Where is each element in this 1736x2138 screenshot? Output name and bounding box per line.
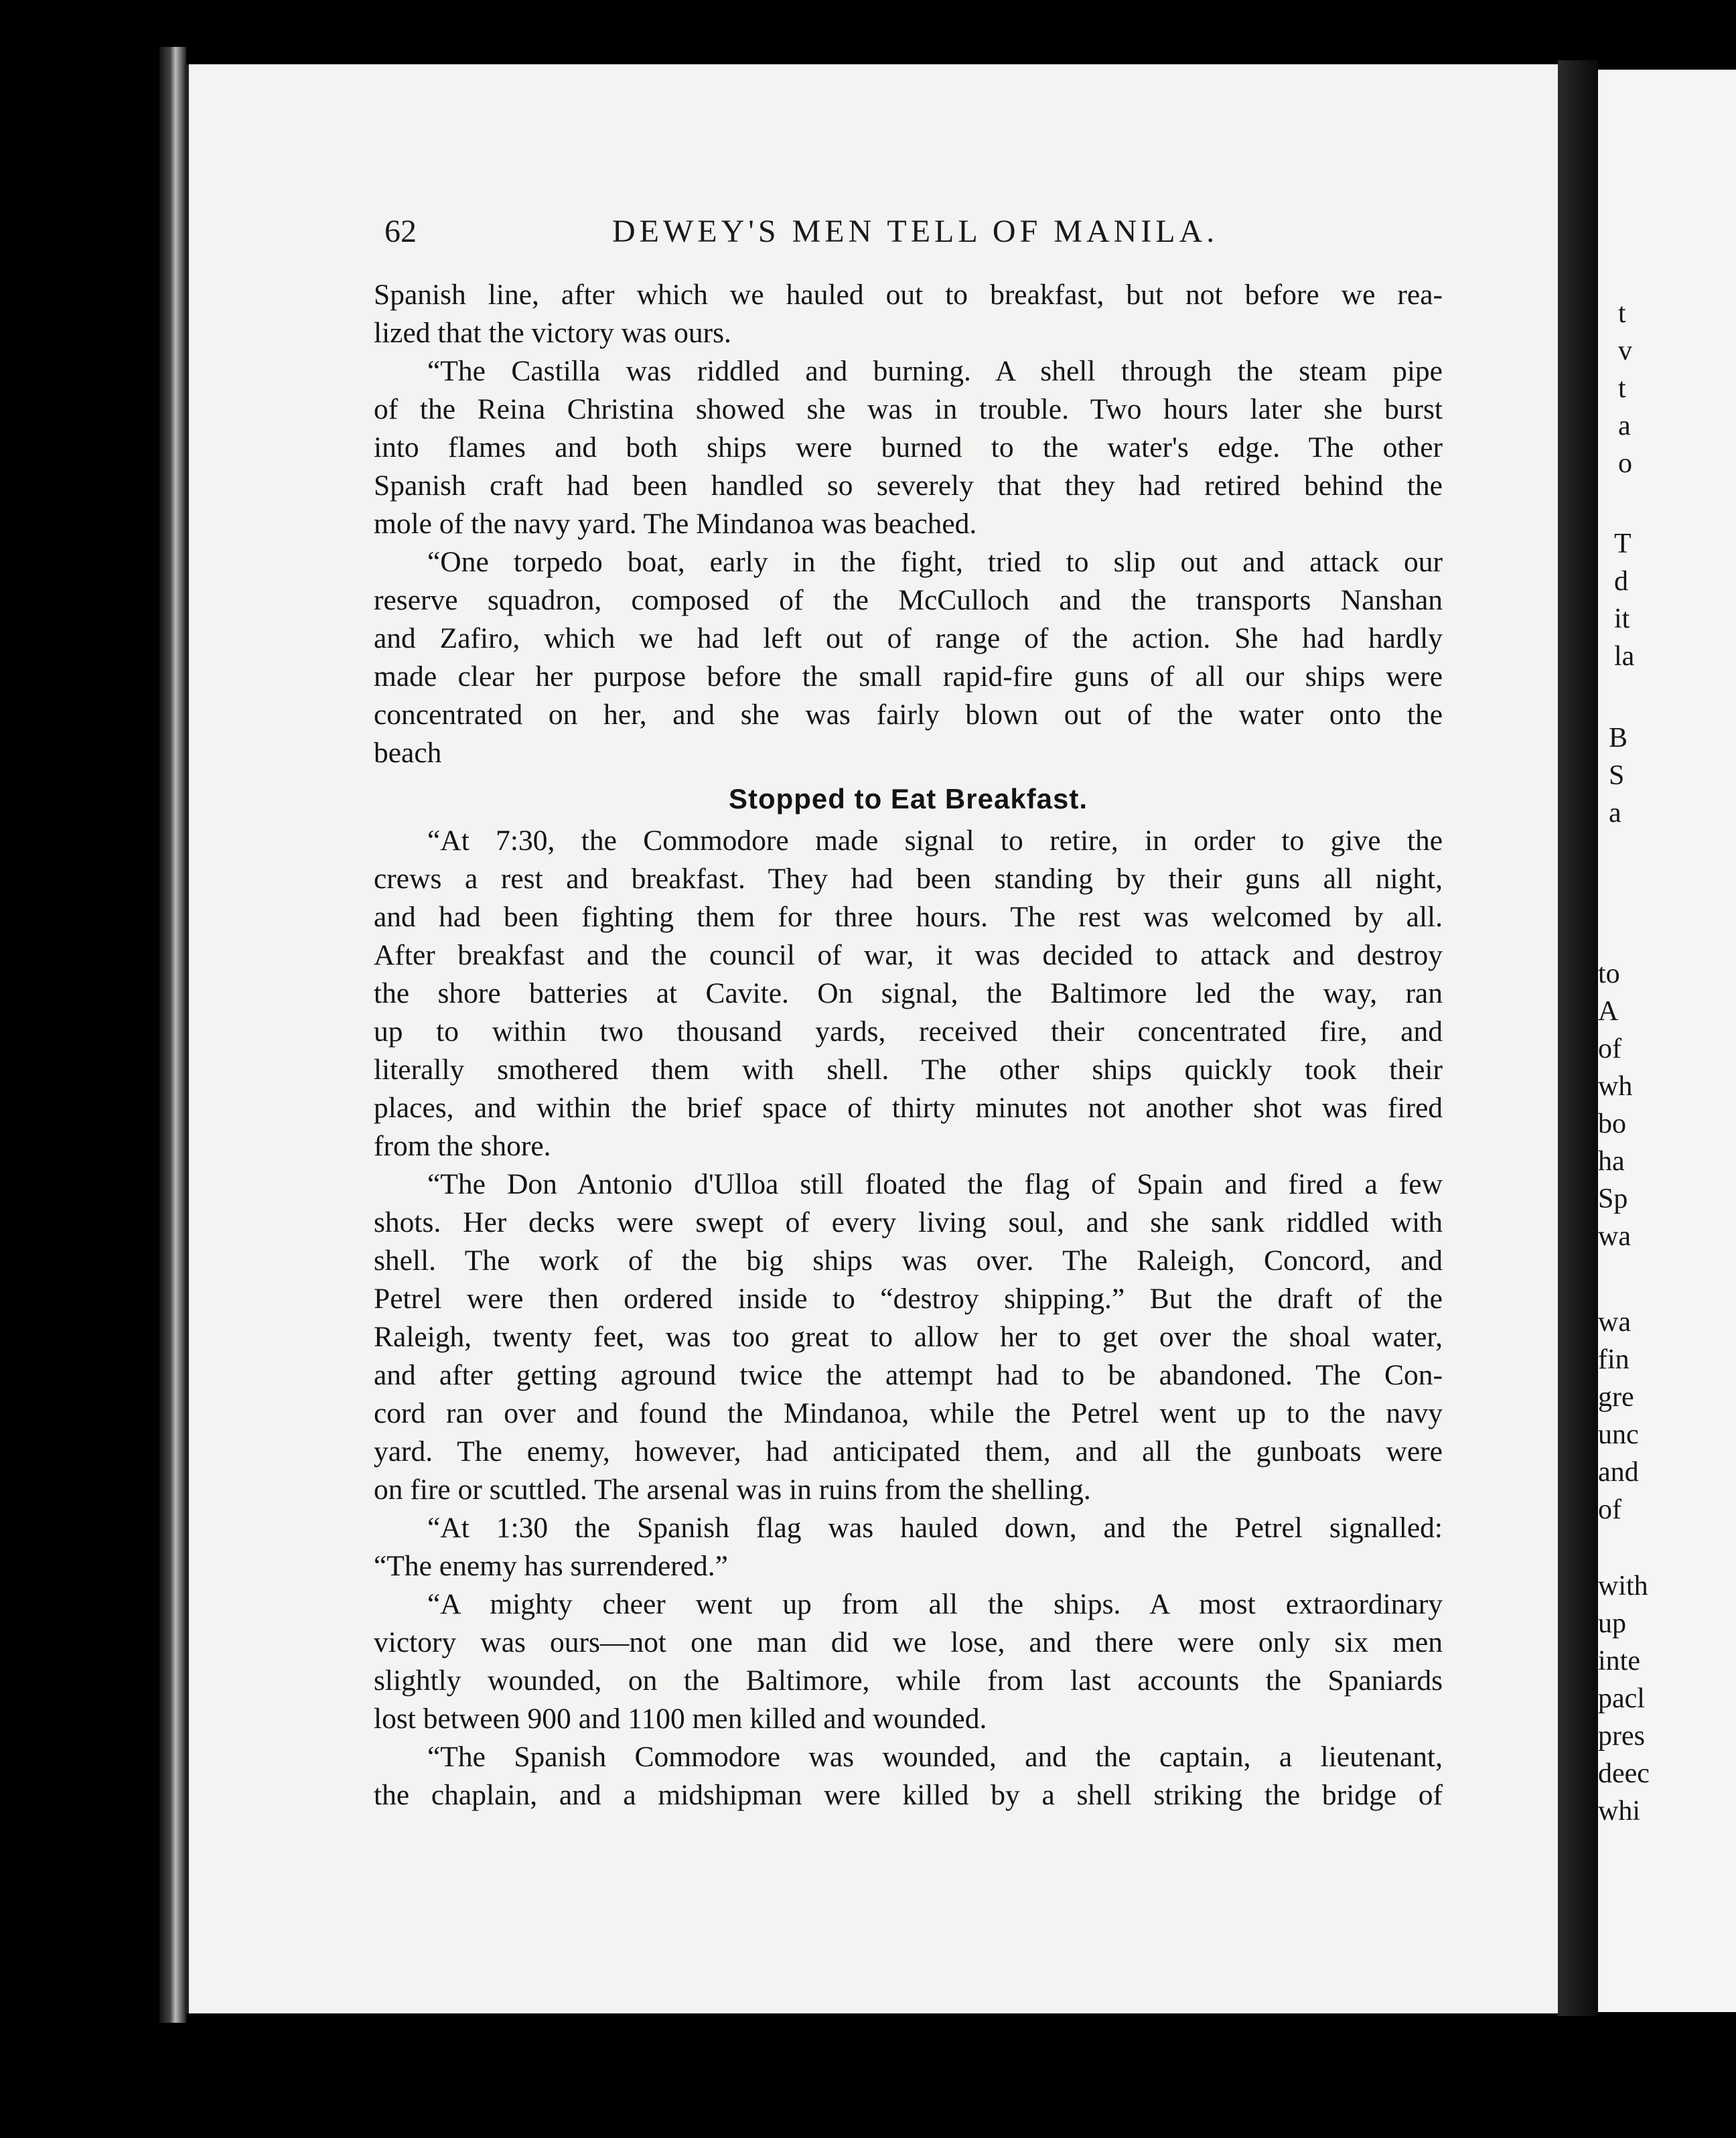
text-line: of the Reina Christina showed she was in trouble. Two hours later she burst [374, 393, 1443, 425]
facing-fragment: deec [1598, 1758, 1650, 1789]
facing-fragment: unc [1598, 1419, 1639, 1450]
text-line: “At 7:30, the Commodore made signal to retire, in order to give the [427, 825, 1443, 857]
text-line: places, and within the brief space of thirty minutes not another shot was fired [374, 1092, 1443, 1124]
facing-fragment: to [1598, 958, 1620, 989]
facing-fragment: with [1598, 1571, 1648, 1601]
text-line: beach [374, 737, 442, 769]
text-line: the chaplain, and a midshipman were killed by a shell striking the bridge of [374, 1779, 1443, 1811]
text-line: Spanish craft had been handled so severely that they had retired behind the [374, 470, 1443, 502]
text-line: reserve squadron, composed of the McCulloch and the transports Nanshan [374, 584, 1443, 616]
text-line: After breakfast and the council of war, it was decided to attack and destroy [374, 939, 1443, 971]
facing-fragment: T [1614, 528, 1632, 559]
text-line: and Zafiro, which we had left out of range of the action. She had hardly [374, 622, 1443, 654]
book-spine-edge [159, 47, 186, 2023]
text-line: literally smothered them with shell. The other ships quickly took their [374, 1054, 1443, 1086]
page-number: 62 [384, 214, 417, 249]
facing-fragment: o [1618, 448, 1632, 479]
facing-fragment: la [1614, 641, 1635, 672]
text-line: lized that the victory was ours. [374, 317, 731, 349]
text-line: “A mighty cheer went up from all the ships. A most extraordinary [427, 1588, 1443, 1620]
text-line: “One torpedo boat, early in the fight, tried to slip out and attack our [427, 546, 1443, 578]
facing-fragment: d [1614, 566, 1628, 597]
text-line: crews a rest and breakfast. They had been standing by their guns all night, [374, 863, 1443, 895]
text-line: made clear her purpose before the small rapid-fire guns of all our ships were [374, 660, 1443, 693]
facing-fragment: whi [1598, 1796, 1640, 1827]
facing-fragment: of [1598, 1494, 1621, 1525]
facing-fragment: t [1618, 298, 1626, 329]
facing-fragment: t [1618, 373, 1626, 404]
text-line: victory was ours—not one man did we lose, and there were only six men [374, 1626, 1443, 1658]
text-line: up to within two thousand yards, received their concentrated fire, and [374, 1015, 1443, 1048]
facing-fragment: a [1618, 411, 1631, 441]
text-line: cord ran over and found the Mindanoa, while the Petrel went up to the navy [374, 1397, 1443, 1429]
text-line: lost between 900 and 1100 men killed and wounded. [374, 1703, 987, 1735]
text-line: “The Spanish Commodore was wounded, and the captain, a lieutenant, [427, 1741, 1443, 1773]
facing-fragment: wh [1598, 1071, 1633, 1102]
page-gutter [1558, 60, 1598, 2016]
facing-fragment: inte [1598, 1646, 1640, 1677]
text-line: “The Castilla was riddled and burning. A shell through the steam pipe [427, 355, 1443, 387]
running-title: DEWEY'S MEN TELL OF MANILA. [612, 214, 1219, 249]
text-line: “The Don Antonio d'Ulloa still floated the flag of Spain and fired a few [427, 1168, 1443, 1200]
facing-fragment: of [1598, 1034, 1621, 1064]
text-line: “At 1:30 the Spanish flag was hauled down, and the Petrel signalled: [427, 1512, 1443, 1544]
facing-fragment: a [1609, 798, 1621, 829]
text-line: shell. The work of the big ships was over. The Raleigh, Concord, and [374, 1244, 1443, 1277]
text-line: from the shore. [374, 1130, 551, 1162]
facing-fragment: B [1609, 723, 1628, 754]
facing-fragment: fin [1598, 1344, 1630, 1375]
text-line: Petrel were then ordered inside to “destroy shipping.” But the draft of the [374, 1283, 1443, 1315]
facing-fragment: A [1598, 996, 1619, 1027]
facing-fragment: pres [1598, 1721, 1645, 1752]
facing-fragment: wa [1598, 1221, 1631, 1252]
text-line: Spanish line, after which we hauled out to breakfast, but not before we rea- [374, 279, 1443, 311]
text-line: and had been fighting them for three hours. The rest was welcomed by all. [374, 901, 1443, 933]
facing-fragment: ha [1598, 1146, 1625, 1177]
page-header [384, 213, 1449, 260]
text-line: the shore batteries at Cavite. On signal, the Baltimore led the way, ran [374, 977, 1443, 1009]
text-line: and after getting aground twice the attempt had to be abandoned. The Con- [374, 1359, 1443, 1391]
facing-page [1598, 70, 1736, 2012]
facing-fragment: up [1598, 1608, 1626, 1639]
facing-fragment: v [1618, 336, 1632, 366]
section-heading: Stopped to Eat Breakfast. [728, 783, 1088, 814]
facing-fragment: pacl [1598, 1683, 1645, 1714]
text-line: “The enemy has surrendered.” [374, 1550, 728, 1582]
text-line: into flames and both ships were burned to the water's edge. The other [374, 431, 1443, 464]
facing-fragment: wa [1598, 1307, 1631, 1338]
facing-fragment: S [1609, 760, 1625, 791]
text-line: concentrated on her, and she was fairly blown out of the water onto the [374, 699, 1443, 731]
text-line: shots. Her decks were swept of every living soul, and she sank riddled with [374, 1206, 1443, 1238]
text-line: slightly wounded, on the Baltimore, while from last accounts the Spaniards [374, 1664, 1443, 1697]
text-line: Raleigh, twenty feet, was too great to allow her to get over the shoal water, [374, 1321, 1443, 1353]
body-text [374, 276, 1443, 1814]
facing-fragment: and [1598, 1457, 1639, 1488]
text-line: mole of the navy yard. The Mindanoa was beached. [374, 508, 977, 540]
text-line: yard. The enemy, however, had anticipated them, and all the gunboats were [374, 1435, 1443, 1468]
facing-fragment: bo [1598, 1109, 1626, 1139]
facing-fragment: gre [1598, 1382, 1634, 1413]
text-line: on fire or scuttled. The arsenal was in ruins from the shelling. [374, 1474, 1091, 1506]
facing-fragment: it [1614, 603, 1630, 634]
facing-fragment: Sp [1598, 1184, 1628, 1214]
